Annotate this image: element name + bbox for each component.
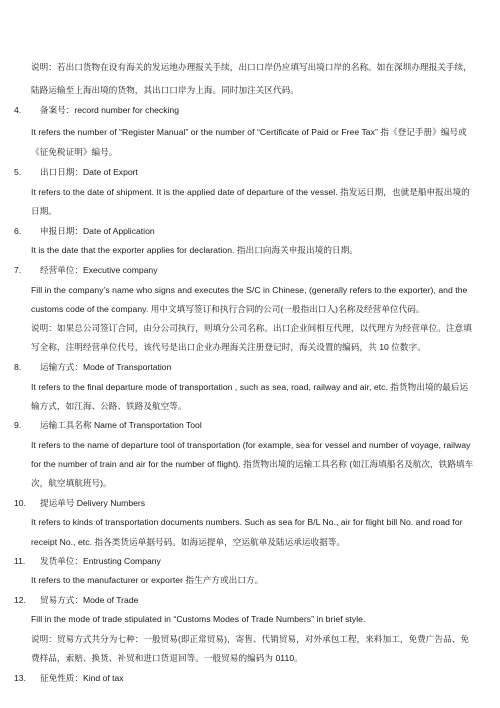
item-text: It refers to the date of shipment. It is the applied date of departure of the vessel. 指发运日期，也就是船申报出境的 — [31, 187, 470, 197]
item-number: 10. — [14, 498, 26, 508]
item-title: 运输方式：Mode of Transportation — [40, 362, 172, 372]
item-number: 13. — [14, 673, 26, 683]
item-heading — [14, 555, 480, 567]
item-text: for the number of train and air for the number of flight). 指货物出境的运输工具名称 (如江海填船名及航次，铁路填车 — [31, 459, 474, 469]
item-heading — [14, 361, 480, 373]
item-title: 运输工具名称 Name of Transportation Tool — [40, 420, 202, 430]
item-number: 5. — [14, 167, 22, 177]
item-text: 《征免税证明》编号。 — [31, 147, 118, 157]
item-heading — [14, 166, 480, 178]
item-text: It refers to the final departure mode of transportation , such as sea, road, railway and air, etc. 指货物出境的最后运 — [31, 382, 469, 392]
item-number: 12. — [14, 595, 26, 605]
item-title: 出口日期：Date of Export — [40, 167, 138, 177]
item-text: 费样品，索赔、换货、补贸和进口货退回等。一般贸易的编码为 0110。 — [31, 653, 303, 663]
item-heading — [14, 104, 480, 116]
item-number: 9. — [14, 420, 22, 430]
intro-line: 陆路运输至上海出境的货物，其出口口岸为上海。同时加注关区代码。 — [31, 85, 299, 95]
item-text: It refers to kinds of transportation documents numbers. Such as sea for B/L No., air for flight bill No. and road for — [31, 517, 463, 527]
item-title: 征免性质：Kind of tax — [40, 673, 124, 683]
item-title: 贸易方式：Mode of Trade — [40, 595, 139, 605]
intro-line: 说明：若出口货物在设有海关的发运地办理报关手续，出口口岸仍应填写出境口岸的名称。如在深圳办理报关手续， — [31, 62, 472, 72]
item-heading — [14, 672, 480, 684]
item-title: 提运单号 Delivery Numbers — [40, 498, 146, 508]
item-text: It is the date that the exporter applies for declaration. 指出口向海关申报出境的日期。 — [31, 245, 358, 255]
item-number: 4. — [14, 105, 22, 115]
item-title: 备案号：record number for checking — [40, 105, 179, 115]
item-heading — [14, 225, 480, 237]
item-text: 次，航空填航班号)。 — [31, 478, 112, 488]
item-title: 发货单位：Entrusting Company — [40, 556, 161, 566]
item-number: 7. — [14, 265, 22, 275]
item-text: 说明：如果总公司签订合同，由分公司执行，则填分公司名称。出口企业间相互代理，以代理方为经营单位。注意填 — [31, 323, 472, 333]
item-text: 写全称，注明经营单位代号，该代号是出口企业办理海关注册登记时，海关设置的编码，共 10 位数字。 — [31, 342, 426, 352]
item-heading — [14, 594, 480, 606]
item-heading — [14, 497, 480, 509]
item-text: Fill in the mode of trade stipulated in “Customs Modes of Trade Numbers” in brief style. — [31, 614, 366, 624]
item-heading — [14, 419, 480, 431]
item-text: 输方式，如江海、公路、铁路及航空等。 — [31, 401, 187, 411]
item-text: 说明：贸易方式共分为七种：一般贸易(即正常贸易)，寄售、代销贸易，对外承包工程，来料加工，免费广告品、免 — [31, 634, 470, 644]
item-heading — [14, 264, 480, 276]
item-number: 6. — [14, 226, 22, 236]
item-title: 申报日期：Date of Application — [40, 226, 155, 236]
item-text: receipt No., etc. 指各类货运单据号码。如海运提单，空运航单及陆运承运收据等。 — [31, 537, 346, 547]
item-text: customs code of the company. 用中文填写签订和执行合同的公司(一般指出口人)名称及经营单位代码。 — [31, 304, 425, 314]
item-number: 11. — [14, 556, 26, 566]
item-text: It refers to the name of departure tool of transportation (for example, sea for vessel and number of voyage, railway — [31, 440, 471, 450]
item-text: It refers the number of “Register Manual” or the number of “Certificate of Paid or Free Tax” 指《登记手册》编号或 — [31, 127, 467, 137]
item-text: It refers to the manufacturer or exporter 指生产方或出口方。 — [31, 575, 264, 585]
item-text: 日期。 — [31, 206, 57, 216]
item-title: 经营单位：Executive company — [40, 265, 158, 275]
item-text: Fill in the company’s name who signs and executes the S/C in Chinese, (generally refers to the exporter), and the — [31, 285, 468, 295]
item-number: 8. — [14, 362, 22, 372]
